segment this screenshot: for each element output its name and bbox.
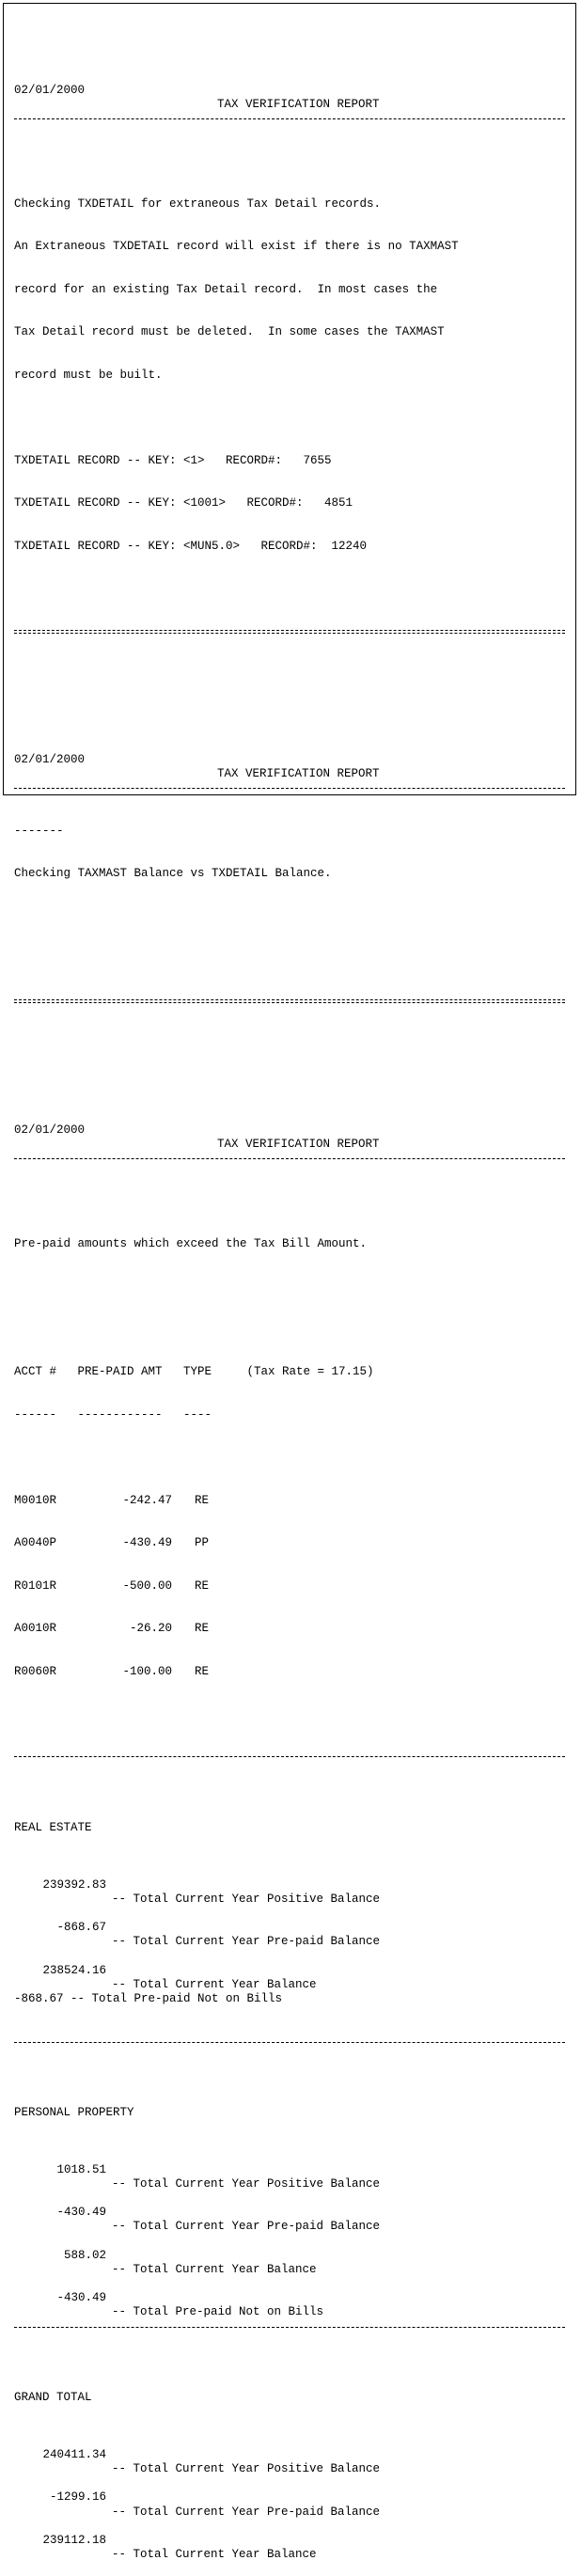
summary-amount: -1299.16 bbox=[49, 2490, 106, 2505]
text-line: An Extraneous TXDETAIL record will exist if there is no TAXMAST bbox=[14, 240, 459, 254]
summary-line bbox=[14, 2149, 569, 2191]
dash-continuation: ------- bbox=[14, 824, 64, 838]
acct-cell: A0040P bbox=[14, 1536, 57, 1550]
summary-text: -- Total Pre-paid Not on Bills bbox=[112, 2305, 324, 2319]
report-date: 02/01/2000 bbox=[14, 752, 86, 766]
summary-line bbox=[14, 1907, 569, 1949]
summary-line bbox=[14, 2520, 569, 2561]
double-rule bbox=[14, 995, 569, 1009]
summary-line bbox=[14, 1950, 569, 1991]
type-cell: RE bbox=[195, 1493, 210, 1507]
summary-text: -- Total Current Year Balance bbox=[112, 2547, 317, 2561]
summary-amount: 1018.51 bbox=[56, 2162, 106, 2176]
summary-text: -- Total Current Year Positive Balance bbox=[112, 2462, 381, 2476]
dashed-rule bbox=[14, 2320, 569, 2334]
amount-cell: -26.20 bbox=[129, 1622, 172, 1636]
section-heading: PERSONAL PROPERTY bbox=[14, 2106, 134, 2120]
column-header: ACCT # PRE-PAID AMT TYPE (Tax Rate = 17.15) bbox=[14, 1365, 374, 1379]
summary-amount: -868.67 bbox=[56, 1921, 106, 1935]
dashed-rule bbox=[14, 112, 569, 126]
amount-cell: -500.00 bbox=[122, 1579, 172, 1593]
summary-line bbox=[14, 2476, 569, 2519]
report-body bbox=[14, 12, 569, 2576]
amount-cell: -430.49 bbox=[122, 1536, 172, 1550]
summary-text: -- Total Current Year Pre-paid Balance bbox=[112, 2505, 381, 2519]
report-frame bbox=[3, 3, 576, 2561]
summary-line bbox=[14, 2235, 569, 2276]
summary-text: -- Total Current Year Balance bbox=[112, 1977, 317, 1991]
summary-amount: 239112.18 bbox=[42, 2533, 106, 2547]
amount-cell: -100.00 bbox=[122, 1664, 172, 1678]
double-rule bbox=[14, 625, 569, 639]
summary-line bbox=[14, 2191, 569, 2234]
summary-line bbox=[14, 2277, 569, 2319]
report-title: TAX VERIFICATION REPORT bbox=[217, 767, 380, 781]
report-header bbox=[14, 70, 569, 111]
table-row bbox=[14, 1665, 569, 1679]
type-cell: PP bbox=[195, 1536, 210, 1550]
table-row bbox=[14, 1579, 569, 1594]
report-header bbox=[14, 1109, 569, 1151]
text-line: Pre-paid amounts which exceed the Tax Bill Amount. bbox=[14, 1237, 368, 1251]
text-line: Checking TAXMAST Balance vs TXDETAIL Balance. bbox=[14, 867, 332, 881]
report-title: TAX VERIFICATION REPORT bbox=[217, 1137, 380, 1151]
txdetail-record: TXDETAIL RECORD -- KEY: <MUN5.0> RECORD#: 12240 bbox=[14, 539, 368, 553]
dashed-rule bbox=[14, 2035, 569, 2050]
acct-cell: A0010R bbox=[14, 1622, 57, 1636]
section-heading: REAL ESTATE bbox=[14, 1821, 92, 1835]
section-heading: GRAND TOTAL bbox=[14, 2391, 92, 2405]
txdetail-record: TXDETAIL RECORD -- KEY: <1001> RECORD#: 4851 bbox=[14, 496, 353, 510]
type-cell: RE bbox=[195, 1579, 210, 1593]
type-cell: RE bbox=[195, 1622, 210, 1636]
table-row bbox=[14, 1622, 569, 1636]
acct-cell: M0010R bbox=[14, 1493, 57, 1507]
acct-cell: R0060R bbox=[14, 1664, 57, 1678]
summary-amount: 588.02 bbox=[63, 2248, 106, 2262]
summary-amount: -430.49 bbox=[56, 2206, 106, 2220]
report-date: 02/01/2000 bbox=[14, 1123, 86, 1137]
summary-text: -- Total Current Year Positive Balance bbox=[112, 1893, 381, 1906]
summary-text: -- Total Current Year Pre-paid Balance bbox=[112, 2220, 381, 2234]
report-date: 02/01/2000 bbox=[14, 83, 86, 97]
acct-cell: R0101R bbox=[14, 1579, 57, 1593]
text-line: record must be built. bbox=[14, 368, 163, 382]
table-row bbox=[14, 1494, 569, 1508]
txdetail-record: TXDETAIL RECORD -- KEY: <1> RECORD#: 7655 bbox=[14, 453, 332, 467]
summary-amount: 238524.16 bbox=[42, 1963, 106, 1977]
summary-text: -- Total Current Year Pre-paid Balance bbox=[112, 1935, 381, 1949]
summary-line bbox=[14, 2434, 569, 2476]
report-title: TAX VERIFICATION REPORT bbox=[217, 97, 380, 111]
text-line: Tax Detail record must be deleted. In some cases the TAXMAST bbox=[14, 325, 445, 339]
text-line: record for an existing Tax Detail record. In most cases the bbox=[14, 282, 438, 296]
summary-amount: 240411.34 bbox=[42, 2447, 106, 2461]
table-row bbox=[14, 1536, 569, 1550]
dashed-rule bbox=[14, 1152, 569, 1166]
summary-line: -868.67 -- Total Pre-paid Not on Bills bbox=[14, 1992, 283, 2006]
summary-text: -- Total Current Year Positive Balance bbox=[112, 2177, 381, 2191]
summary-text: -- Total Current Year Balance bbox=[112, 2262, 317, 2276]
column-underline: ------ ------------ ---- bbox=[14, 1407, 212, 1422]
text-line: Checking TXDETAIL for extraneous Tax Detail records. bbox=[14, 196, 382, 211]
amount-cell: -242.47 bbox=[122, 1493, 172, 1507]
report-header bbox=[14, 739, 569, 781]
dashed-rule bbox=[14, 1750, 569, 1764]
dashed-rule bbox=[14, 781, 569, 795]
summary-amount: -430.49 bbox=[56, 2291, 106, 2305]
summary-line bbox=[14, 1864, 569, 1906]
summary-amount: 239392.83 bbox=[42, 1877, 106, 1892]
type-cell: RE bbox=[195, 1664, 210, 1678]
